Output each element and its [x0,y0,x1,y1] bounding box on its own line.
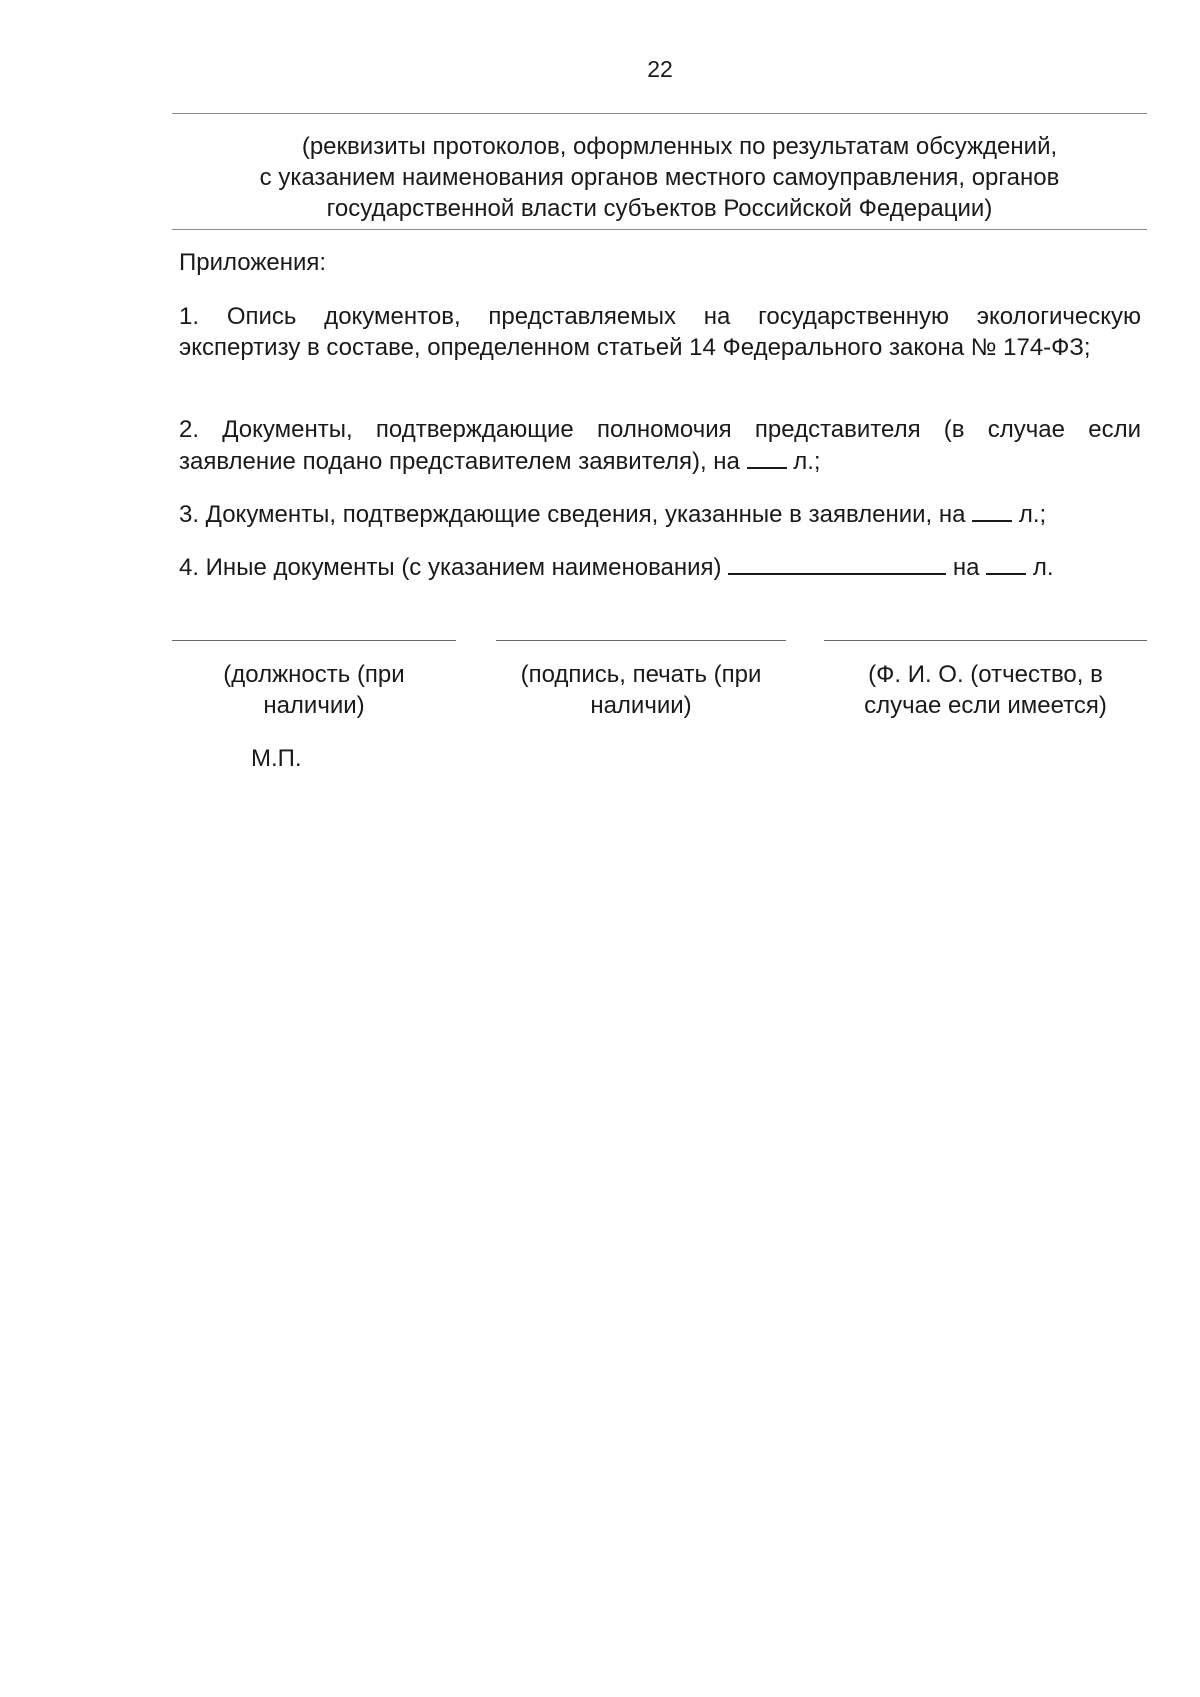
requisites-line-1: (реквизиты протоколов, оформленных по результатам обсуждений, [301,133,1058,160]
seal-placeholder: М.П. [251,745,302,772]
position-caption-line-2: наличии) [263,692,365,719]
annex-item-4 [179,551,1141,583]
annex-item-3 [179,498,1141,530]
annex-item-2 [179,414,1141,477]
signature-caption-line-2: наличии) [590,692,692,719]
annex-item-4-middle: на [952,554,980,581]
position-caption-line-1: (должность (при [223,661,405,688]
requisites-line-2: с указанием наименования органов местного самоуправления, органов [259,164,1060,191]
annex-item-2-suffix: л.; [793,448,821,475]
full-name-caption-line-2: случае если имеется) [864,692,1107,719]
position-signature-line[interactable] [172,640,456,641]
annex-item-1: 1. Опись документов, представляемых на государственную экологическую экспертизу в составе, определенном статьей 14 Федерального закона № 174-ФЗ; [179,303,1141,361]
full-name-signature-line[interactable] [824,640,1147,641]
annex-item-4-suffix: л. [1032,554,1054,581]
annex-item-3-text: 3. Документы, подтверждающие сведения, указанные в заявлении, на [179,501,966,528]
signature-caption [496,659,786,721]
page-count-blank[interactable] [747,445,787,469]
full-name-caption-line-1: (Ф. И. О. (отчество, в [868,661,1103,688]
annex-item-2-text: 2. Документы, подтверждающие полномочия представителя (в случае если заявление подано представителем заявителя), на [179,416,1141,475]
annex-title: Приложения: [179,249,327,276]
signature-line[interactable] [496,640,786,641]
requisites-line-3: государственной власти субъектов Российской Федерации) [326,195,993,222]
annex-item-3-suffix: л.; [1018,501,1047,528]
full-name-caption [824,659,1147,721]
page-count-blank[interactable] [972,498,1012,522]
bottom-divider [172,229,1147,230]
signature-caption-line-1: (подпись, печать (при [520,661,762,688]
page-number: 22 [647,56,673,82]
page-count-blank[interactable] [986,551,1026,575]
requisites-caption [172,131,1147,224]
top-divider [172,113,1147,114]
annex-item-4-text: 4. Иные документы (с указанием наименования) [179,554,722,581]
document-name-blank[interactable] [728,551,946,575]
position-caption [172,659,456,721]
